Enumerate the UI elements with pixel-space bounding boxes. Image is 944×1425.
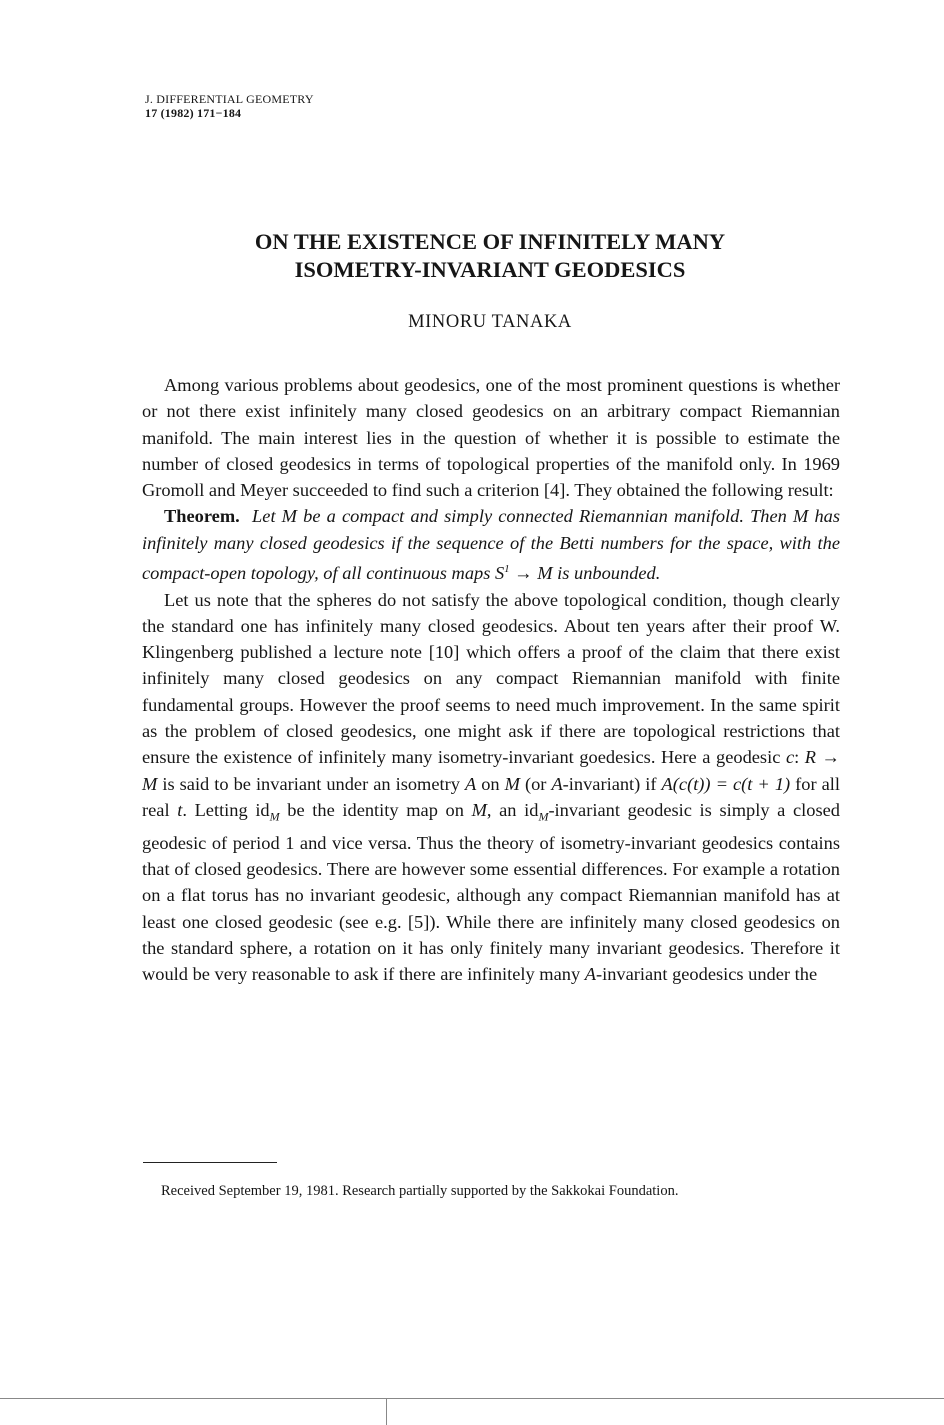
- text-run: . Letting id: [182, 799, 270, 820]
- math-t: t: [177, 799, 183, 820]
- journal-header: [145, 92, 314, 120]
- math-A: A: [464, 773, 477, 794]
- theorem-text-b: → M is unbounded.: [509, 563, 661, 584]
- math-map: R → M: [142, 747, 840, 794]
- text-run: , an id: [486, 799, 539, 820]
- discussion-paragraph: [142, 587, 840, 988]
- footnote-divider: [143, 1162, 277, 1163]
- scan-edge-line: [0, 1398, 944, 1399]
- paper-title: [120, 228, 860, 284]
- text-run: on: [476, 773, 505, 794]
- theorem-text-a: Let M be a compact and simply connected Riemannian manifold. Then M has infinitely many closed geodesics if the sequence of the Betti numbers for the space, with the compact-open topology, of all continuous maps S: [142, 506, 841, 584]
- text-run: -invariant geodesic is simply a closed geodesic of period 1 and vice versa. Thus the theory of isometry-invariant geodesics contains that of closed geodesics. There are however some essential differences. For example a rotation on a flat torus has no invariant geodesic, although any compact Riemannian manifold has at least one closed geodesic (see e.g. [5]). While there are infinitely many closed geodesics on the standard sphere, a rotation on it has only finitely many invariant geodesics. Therefore it would be very reasonable to ask if there are infinitely many: [142, 799, 840, 985]
- text-run: (or: [519, 773, 552, 794]
- text-run: is said to be invariant under an isometry: [157, 773, 465, 794]
- title-line-2: ISOMETRY-INVARIANT GEODESICS: [294, 257, 686, 282]
- title-line-1: ON THE EXISTENCE OF INFINITELY MANY: [254, 229, 726, 254]
- journal-name: J. DIFFERENTIAL GEOMETRY: [145, 92, 314, 106]
- text-run: -invariant) if: [562, 773, 662, 794]
- text-run: for all real: [142, 773, 840, 820]
- author-name: MINORU TANAKA: [408, 312, 572, 332]
- text-run: :: [794, 747, 805, 768]
- math-M: M: [471, 799, 487, 820]
- intro-paragraph: Among various problems about geodesics, one of the most prominent questions is whether or not there exist infinitely many closed geodesics on an arbitrary compact Riemannian manifold. The main interest lies in the question of whether it is possible to estimate the number of closed geodesics in terms of topological properties of the manifold only. In 1969 Gromoll and Meyer succeeded to find such a criterion [4]. They obtained the following result:: [142, 375, 840, 501]
- theorem-paragraph: [142, 503, 840, 586]
- theorem-superscript: 1: [504, 563, 510, 576]
- math-equation: A(c(t)) = c(t + 1): [661, 773, 791, 794]
- math-M: M: [504, 773, 520, 794]
- math-subscript-M: M: [538, 809, 549, 824]
- footnote: Received September 19, 1981. Research partially supported by the Sakkokai Foundation.: [161, 1183, 679, 1199]
- text-run: Let us note that the spheres do not satisfy the above topological condition, though clearly the standard one has infinitely many closed geodesics. About ten years after their proof W. Klingenberg published a lecture note [10] which offers a proof of the claim that there exist infinitely many closed geodesics on any compact Riemannian manifold with finite fundamental groups. However the proof seems to need much improvement. In the same spirit as the problem of closed geodesics, one might ask if there are topological restrictions that ensure the existence of infinitely many isometry-invariant goedesics. Here a geodesic: [142, 589, 840, 768]
- math-A: A: [584, 964, 596, 985]
- text-run: -invariant geodesics under the: [595, 964, 818, 985]
- math-A: A: [551, 773, 563, 794]
- math-c: c: [785, 747, 795, 768]
- body-text: [142, 372, 840, 988]
- math-subscript-M: M: [269, 809, 280, 824]
- text-run: be the identity map on: [279, 799, 472, 820]
- scan-edge-tick: [386, 1398, 387, 1425]
- journal-volume: 17 (1982) 171−184: [145, 106, 242, 120]
- theorem-label: Theorem.: [164, 506, 240, 527]
